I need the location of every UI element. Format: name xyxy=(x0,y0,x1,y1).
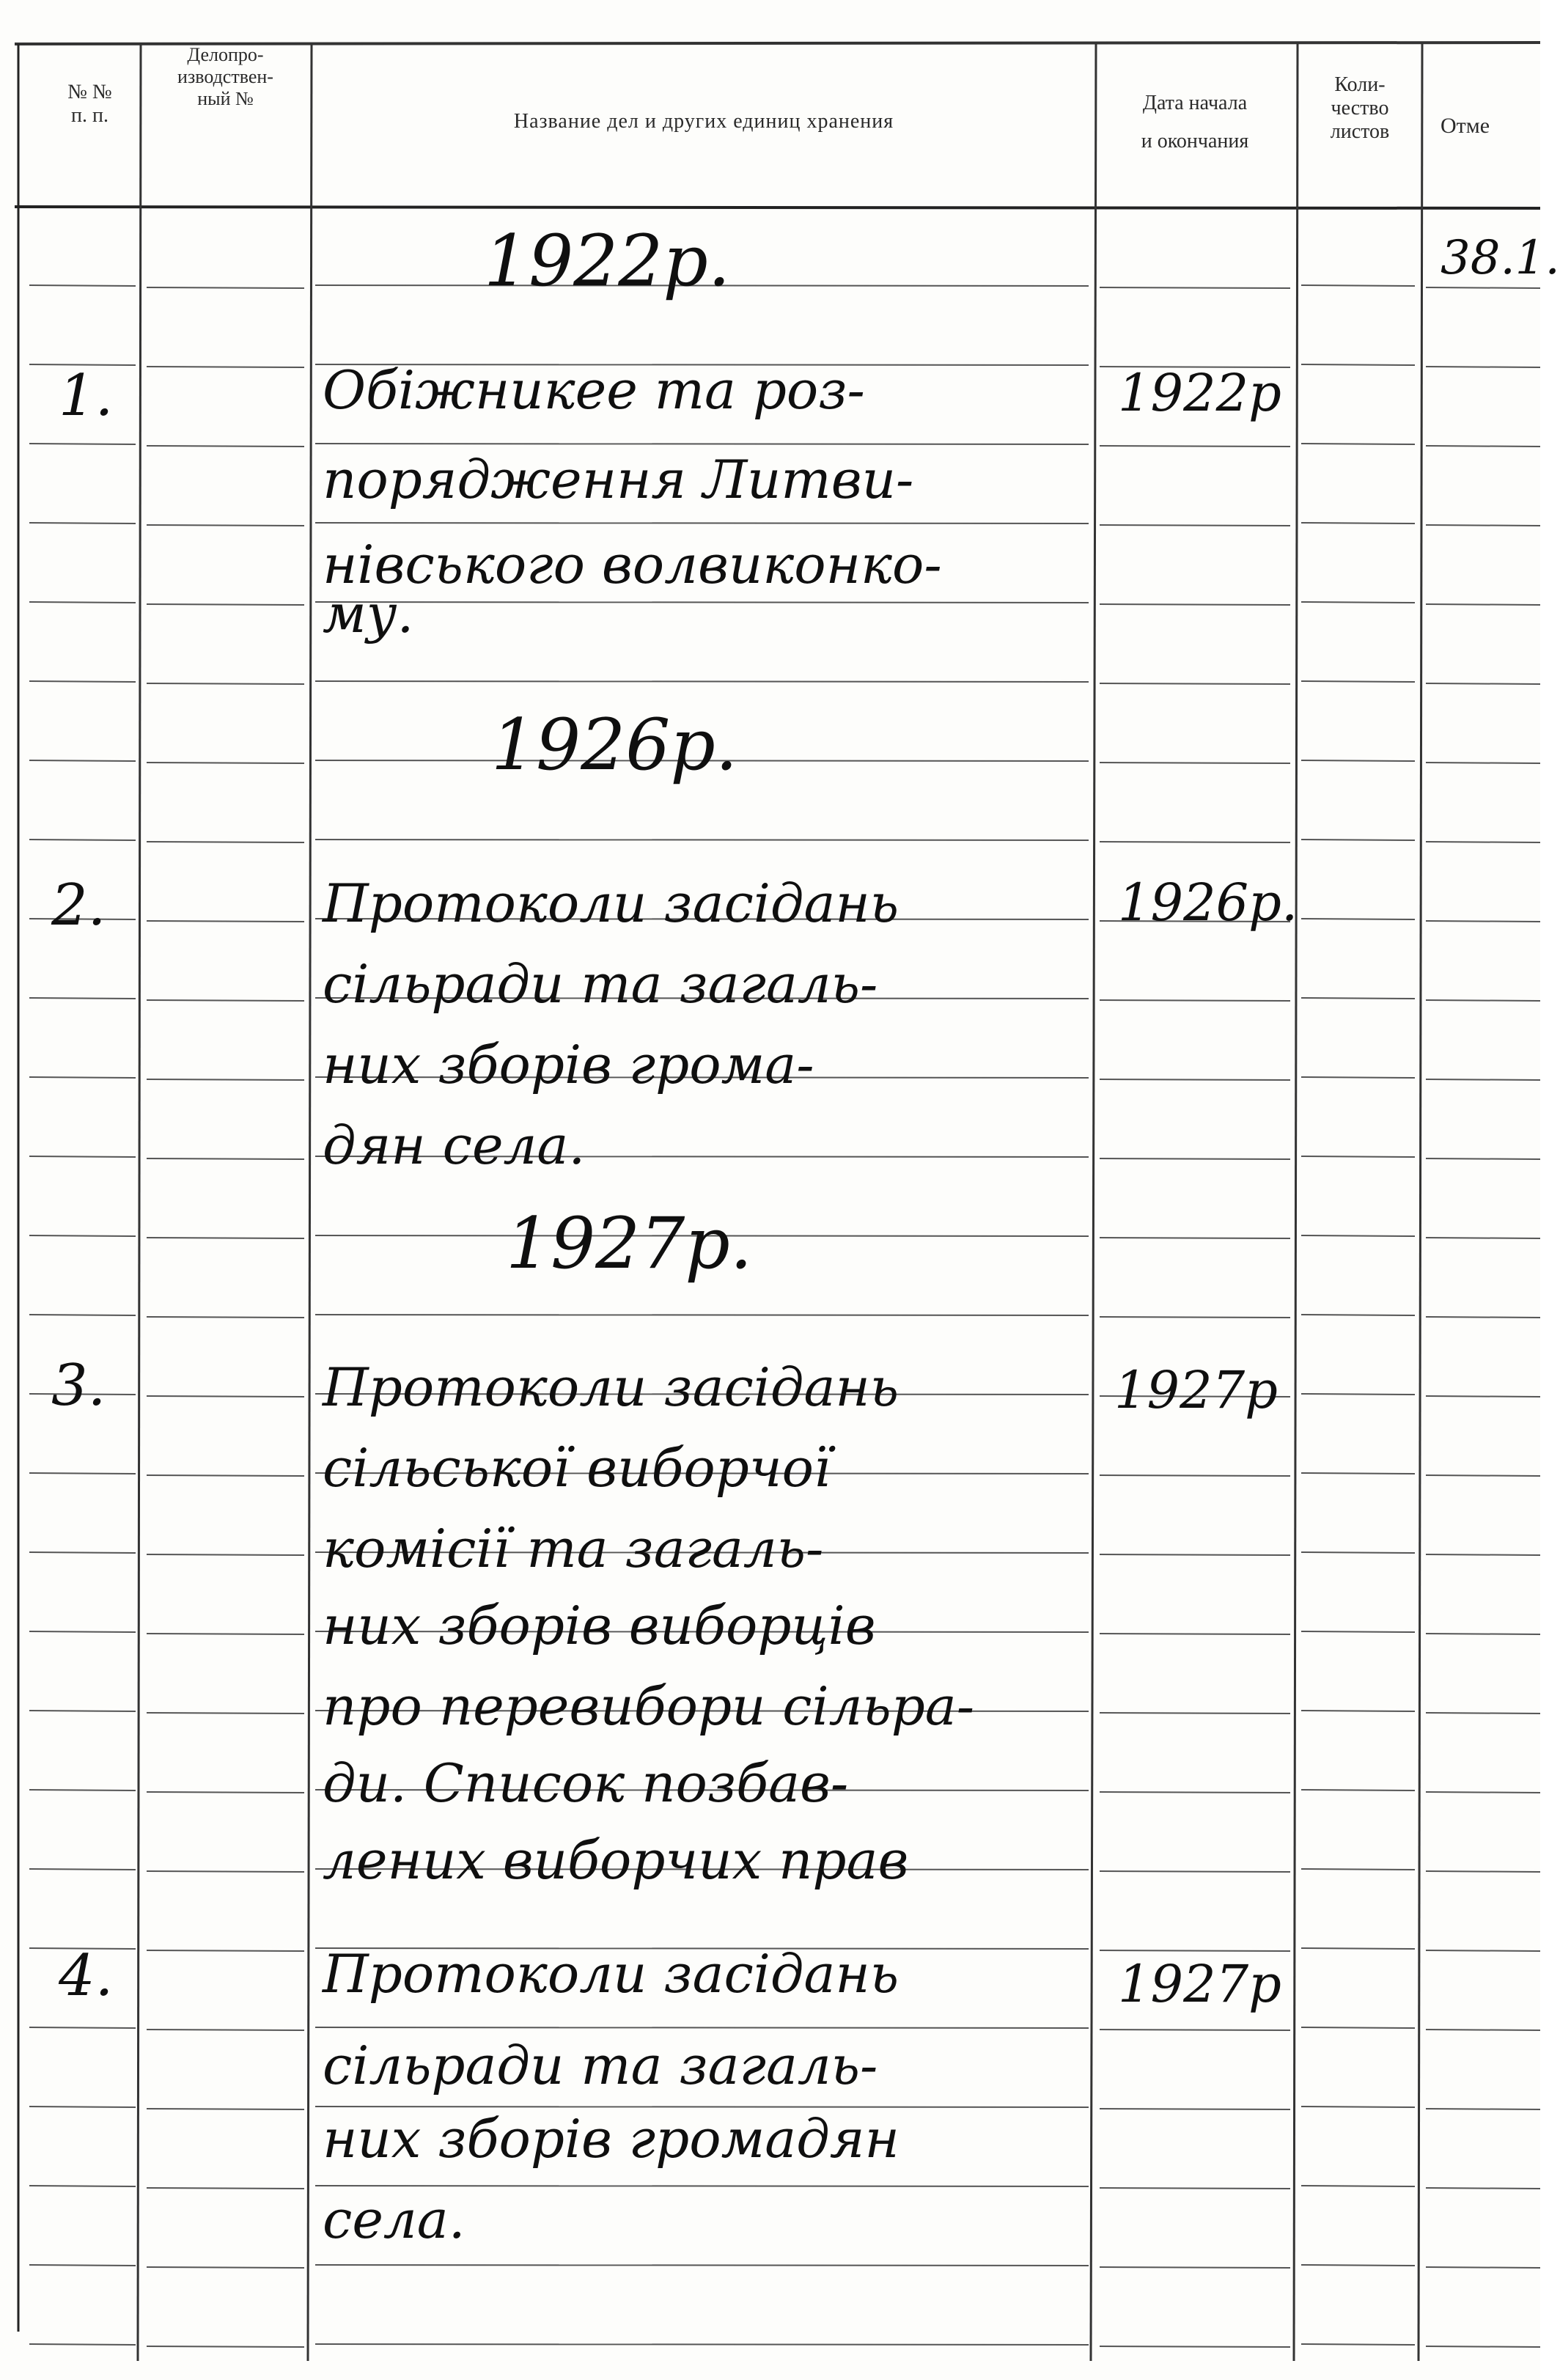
ruled-line xyxy=(1100,1158,1290,1159)
ruled-line xyxy=(29,1235,136,1236)
ruled-line xyxy=(1426,1079,1540,1080)
ruled-line xyxy=(1100,1317,1290,1318)
item1-line2: порядження Литви- xyxy=(323,449,914,510)
ruled-line xyxy=(147,1317,304,1318)
ruled-line xyxy=(1100,2267,1290,2268)
item4-line2: сільради та загаль- xyxy=(323,2035,878,2096)
ruled-line xyxy=(315,2344,1089,2345)
ruled-line xyxy=(1426,1000,1540,1001)
ruled-line xyxy=(1301,760,1415,761)
ruled-line xyxy=(1301,602,1415,603)
item4-line3: них зборів громадян xyxy=(323,2108,899,2170)
ruled-line xyxy=(29,760,136,761)
ruled-line xyxy=(1100,683,1290,684)
ruled-line xyxy=(1100,1475,1290,1476)
item4-line4: села. xyxy=(323,2189,466,2250)
ruled-line xyxy=(1426,1950,1540,1951)
ruled-line xyxy=(147,1000,304,1001)
ruled-line xyxy=(1426,2346,1540,2347)
ruled-line xyxy=(1301,1948,1415,1949)
ruled-line xyxy=(29,1631,136,1632)
ruled-line xyxy=(1301,1473,1415,1474)
ruled-line xyxy=(1426,2267,1540,2268)
ruled-line xyxy=(1100,1079,1290,1080)
ruled-line xyxy=(1426,1554,1540,1555)
item1-line1: Обіжникее та роз- xyxy=(323,359,865,421)
ruled-line xyxy=(1100,287,1290,288)
item3-line1: Протоколи засідань xyxy=(323,1356,899,1418)
ruled-line xyxy=(147,1950,304,1951)
ruled-line xyxy=(315,2265,1089,2266)
ruled-line xyxy=(1426,287,1540,288)
ruled-line xyxy=(1301,2027,1415,2028)
header-title: Название дел и других единиц хранения xyxy=(513,110,894,133)
header-mark: Отме xyxy=(1441,114,1490,138)
item3-line2: сільської виборчої xyxy=(323,1437,831,1499)
item3-line3: комісії та загаль- xyxy=(323,1518,824,1579)
header-date: Дата начала и окончания xyxy=(1141,92,1249,153)
ruled-line xyxy=(1426,1396,1540,1397)
ruled-line xyxy=(1100,1713,1290,1714)
ruled-line xyxy=(29,1156,136,1157)
item2-line3: них зборів грома- xyxy=(323,1034,814,1095)
ruled-line xyxy=(147,287,304,288)
ruled-line xyxy=(29,285,136,286)
item1-number: 1. xyxy=(59,363,114,429)
item3-line5: про перевибори сільра- xyxy=(323,1675,975,1737)
ruled-line xyxy=(1100,2346,1290,2347)
ruled-line xyxy=(315,523,1089,524)
item2-line4: дян села. xyxy=(323,1114,586,1176)
ruled-line xyxy=(147,1554,304,1555)
ruled-line xyxy=(1426,1317,1540,1318)
ruled-line xyxy=(1301,1869,1415,1870)
item3-line4: них зборів виборців xyxy=(323,1595,876,1656)
ruled-line xyxy=(1426,446,1540,447)
ruled-line xyxy=(1301,2265,1415,2266)
ruled-line xyxy=(1301,1156,1415,1157)
ruled-line xyxy=(1301,1077,1415,1078)
year-heading-1927: 1927р. xyxy=(506,1202,753,1285)
ruled-line xyxy=(1100,1871,1290,1872)
ruled-line xyxy=(29,1552,136,1553)
item2-line2: сільради та загаль- xyxy=(323,953,878,1015)
item3-number: 3. xyxy=(51,1353,106,1419)
ruled-line xyxy=(147,1871,304,1872)
ruled-line xyxy=(147,1475,304,1476)
ruled-line xyxy=(147,2267,304,2268)
ruled-line xyxy=(1426,1158,1540,1159)
item2-number: 2. xyxy=(51,873,106,939)
item1-date: 1922р xyxy=(1118,363,1281,423)
ruled-line xyxy=(1100,446,1290,447)
ruled-line xyxy=(1100,1554,1290,1555)
ruled-line xyxy=(147,525,304,526)
ruled-line xyxy=(1301,364,1415,365)
ruled-line xyxy=(147,2346,304,2347)
item3-line6: ди. Список позбав- xyxy=(323,1752,849,1814)
item2-line1: Протоколи засідань xyxy=(323,873,899,934)
ruled-line xyxy=(29,681,136,682)
ruled-line xyxy=(1426,525,1540,526)
ruled-line xyxy=(29,998,136,999)
ruled-line xyxy=(1301,998,1415,999)
ruled-line xyxy=(147,1079,304,1080)
ruled-line xyxy=(147,2188,304,2189)
ruled-line xyxy=(147,1158,304,1159)
ruled-line xyxy=(1426,2188,1540,2189)
year-heading-1922: 1922р. xyxy=(484,220,731,302)
ruled-line xyxy=(1426,683,1540,684)
ruled-line xyxy=(1100,2188,1290,2189)
ruled-line xyxy=(147,446,304,447)
header-quantity: Коли- чество листов xyxy=(1330,73,1390,144)
ruled-line xyxy=(1301,1631,1415,1632)
ruled-line xyxy=(1100,1950,1290,1951)
ruled-line xyxy=(1426,1475,1540,1476)
ruled-line xyxy=(1301,285,1415,286)
ruled-line xyxy=(1301,1235,1415,1236)
ruled-line xyxy=(147,1713,304,1714)
item3-date: 1927р xyxy=(1114,1360,1278,1420)
ruled-line xyxy=(1426,921,1540,922)
ruled-line xyxy=(147,683,304,684)
ruled-line xyxy=(29,2265,136,2266)
header-number: № № п. п. xyxy=(67,81,112,128)
ruled-line xyxy=(1301,681,1415,682)
ruled-line xyxy=(1426,1713,1540,1714)
mark-1922: 38.1. xyxy=(1441,231,1560,285)
ruled-line xyxy=(1100,1792,1290,1793)
ruled-line xyxy=(147,1396,304,1397)
ruled-line xyxy=(1301,523,1415,524)
year-heading-1926: 1926р. xyxy=(491,704,738,786)
ruled-line xyxy=(1426,1871,1540,1872)
item4-line1: Протоколи засідань xyxy=(323,1943,899,2005)
ruled-line xyxy=(1301,1552,1415,1553)
ruled-line xyxy=(1301,1394,1415,1395)
item1-line3: нівського волвиконко- xyxy=(323,534,942,595)
ruled-line xyxy=(29,2344,136,2345)
ruled-line xyxy=(1301,2344,1415,2345)
ruled-line xyxy=(29,2027,136,2028)
item3-line7: лених виборчих прав xyxy=(323,1829,909,1891)
item4-number: 4. xyxy=(59,1943,114,2009)
header-delo: Делопро- изводствен- ный № xyxy=(177,44,273,109)
item4-date: 1927р xyxy=(1118,1954,1281,2014)
ruled-line xyxy=(29,1869,136,1870)
item1-line4: му. xyxy=(323,583,414,644)
ruled-line xyxy=(147,921,304,922)
ruled-line xyxy=(1100,1000,1290,1001)
item2-date: 1926р. xyxy=(1118,873,1298,933)
ruled-line xyxy=(147,1792,304,1793)
ruled-line xyxy=(315,602,1089,603)
ruled-line xyxy=(315,2027,1089,2028)
ruled-line xyxy=(29,1077,136,1078)
ruled-line xyxy=(1100,525,1290,526)
ruled-line xyxy=(1426,1792,1540,1793)
ruled-line xyxy=(315,681,1089,682)
ruled-line xyxy=(29,523,136,524)
ruled-line xyxy=(147,604,304,605)
ruled-line xyxy=(1426,604,1540,605)
ruled-line xyxy=(29,1473,136,1474)
ruled-line xyxy=(1100,604,1290,605)
ruled-line xyxy=(29,602,136,603)
